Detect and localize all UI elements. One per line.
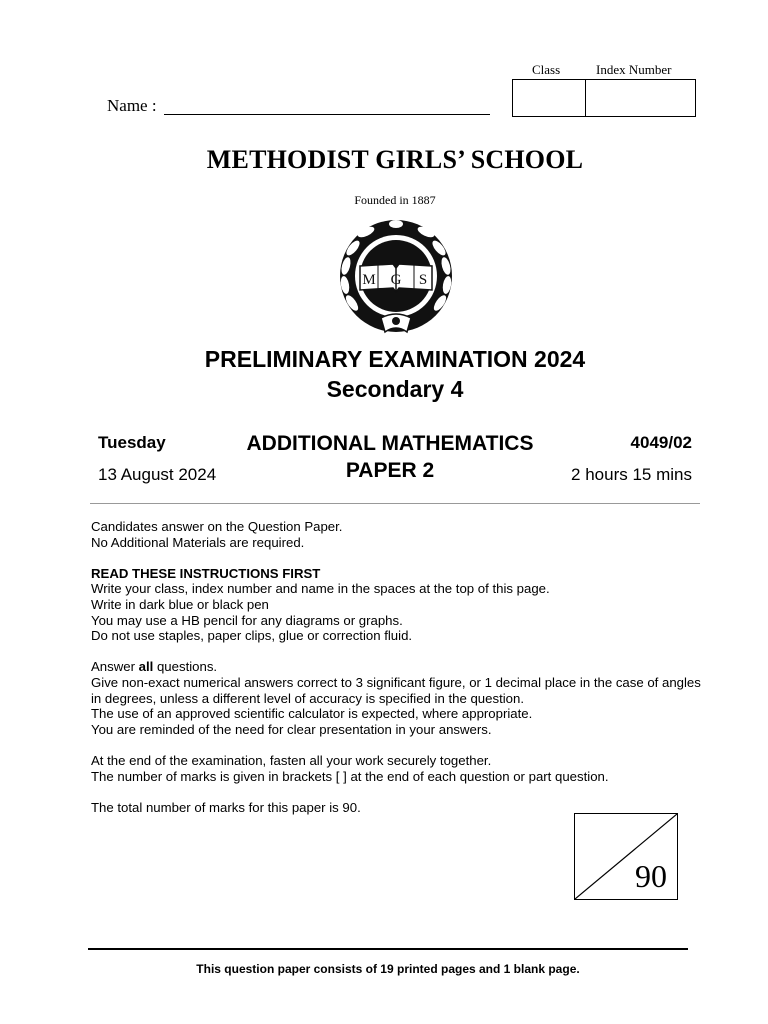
divider — [90, 503, 700, 504]
subject-title — [200, 430, 580, 484]
presentation-line: You are reminded of the need for clear presentation in your answers. — [91, 721, 492, 737]
fasten-line: At the end of the examination, fasten all your work securely together. — [91, 752, 492, 768]
total-marks-line: The total number of marks for this paper is 90. — [91, 799, 361, 815]
index-number-label: Index Number — [596, 62, 672, 77]
total-marks-value: 90 — [635, 858, 667, 894]
answer-all-emphasis: all — [138, 659, 154, 675]
instruction-line: Write your class, index number and name in the spaces at the top of this page. — [91, 581, 550, 597]
logo-letter-m: M — [362, 272, 376, 288]
subject-name: ADDITIONAL MATHEMATICS — [246, 432, 534, 455]
name-label: Name : — [107, 96, 157, 115]
instructions-heading: READ THESE INSTRUCTIONS FIRST — [91, 565, 321, 581]
logo-letter-s: S — [418, 272, 428, 288]
exam-level: Secondary 4 — [326, 376, 464, 402]
calculator-line: The use of an approved scientific calculator is expected, where appropriate. — [91, 706, 533, 722]
index-number-input-box[interactable] — [585, 79, 696, 117]
instructions — [91, 519, 701, 815]
intro-line: Candidates answer on the Question Paper. — [91, 519, 343, 534]
logo-letter-g: G — [390, 272, 402, 288]
exam-date: 13 August 2024 — [98, 465, 217, 484]
name-input-line[interactable] — [164, 114, 490, 115]
accuracy-line: Give non-exact numerical answers correct to 3 significant figure, or 1 decimal place in the case of angles in degrees, unless a different level of accuracy is specified in the question. — [91, 674, 701, 706]
instruction-line: Do not use staples, paper clips, glue or correction fluid. — [91, 628, 413, 644]
total-marks-box[interactable] — [574, 813, 678, 900]
page-count-note: This question paper consists of 19 printed pages and 1 blank page. — [196, 962, 580, 976]
paper-code: 4049/02 — [630, 433, 692, 452]
school-crest-logo — [333, 218, 459, 336]
exam-duration: 2 hours 15 mins — [571, 465, 692, 484]
marks-line: The number of marks is given in brackets [ ] at the end of each question or part question. — [91, 768, 609, 784]
instruction-line: Write in dark blue or black pen — [91, 596, 269, 612]
footer-divider — [88, 948, 688, 950]
exam-day: Tuesday — [98, 433, 166, 452]
answer-all-line — [91, 659, 701, 675]
intro-line: No Additional Materials are required. — [91, 534, 305, 550]
class-input-box[interactable] — [512, 79, 586, 117]
answer-prefix: Answer — [91, 659, 139, 675]
exam-title: PRELIMINARY EXAMINATION 2024 — [204, 346, 586, 372]
instruction-line: You may use a HB pencil for any diagrams or graphs. — [91, 612, 403, 628]
paper-number: PAPER 2 — [345, 459, 435, 482]
answer-suffix: questions. — [153, 659, 218, 675]
class-label: Class — [532, 62, 561, 77]
school-name: METHODIST GIRLS’ SCHOOL — [206, 145, 584, 174]
founded-year: Founded in 1887 — [354, 193, 436, 207]
